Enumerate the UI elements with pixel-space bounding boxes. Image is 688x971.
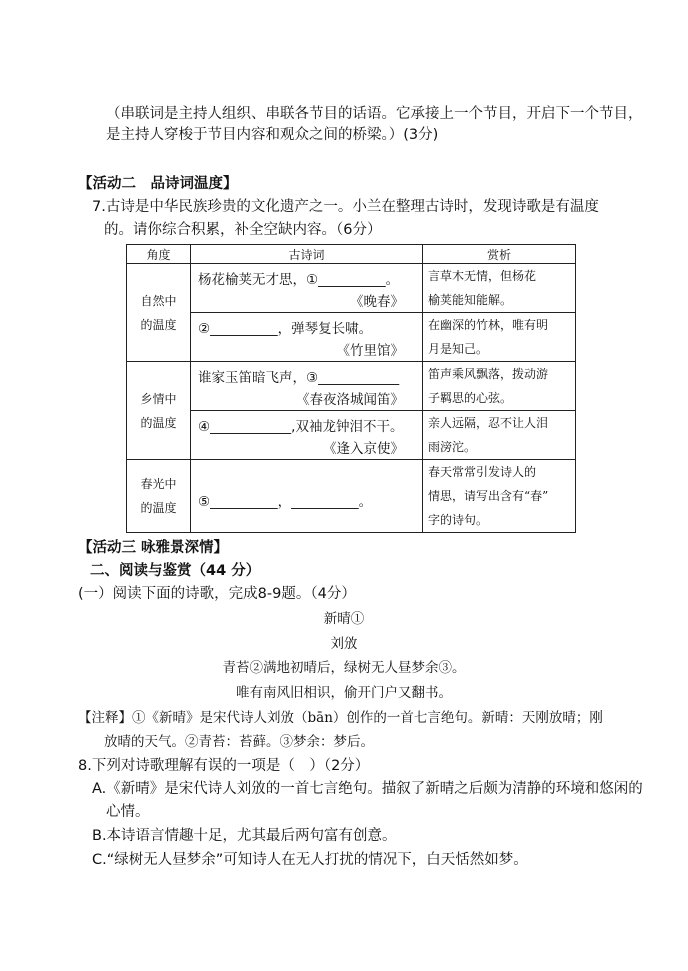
table-row [127, 362, 576, 411]
poem-cell [191, 264, 423, 313]
appreciation-cell [423, 411, 576, 460]
part-1-instruction: (一）阅读下面的诗歌，完成8-9题。（4分） [78, 586, 356, 602]
appreciation-line: 笛声乘风飘落，拨动游 [428, 367, 549, 381]
activity-3-heading: 【活动三 咏雅景深情】 [78, 540, 229, 556]
question-7-line-1: 7.古诗是中华民族珍贵的文化遗产之一。小兰在整理古诗时，发现诗歌是有温度 [92, 199, 599, 215]
angle-label: 的温度 [140, 317, 177, 332]
intro-line-2: 是主持人穿梭于节目内容和观众之间的桥梁。）(3分) [106, 127, 439, 143]
section-2-heading: 二、阅读与鉴赏（44 分） [90, 563, 261, 579]
intro-line-1: （串联词是主持人组织、串联各节目的话语。它承接上一个节目，开启下一个节目， [106, 106, 643, 122]
angle-label: 的温度 [140, 415, 177, 430]
table-row [127, 411, 576, 460]
question-8-stem: 8.下列对诗歌理解有误的一项是（ ）（2分） [78, 758, 370, 774]
appreciation-cell [423, 362, 576, 411]
poem-line[interactable]: ⑤__________，__________。 [198, 494, 373, 510]
poem-source: 《竹里馆》 [336, 342, 405, 359]
header-appreciation: 赏析 [423, 245, 576, 264]
appreciation-line: 雨滂沱。 [428, 440, 477, 454]
angle-label: 的温度 [140, 501, 177, 515]
table-row [127, 460, 576, 533]
poem-line[interactable]: ②__________，弹琴复长啸。 [198, 320, 373, 337]
appreciation-line: 言草木无情，但杨花 [428, 269, 537, 283]
option-a-line-1[interactable]: A.《新晴》是宋代诗人刘攽的一首七言绝句。描叙了新晴之后颇为清静的环境和悠闲的 [92, 781, 643, 797]
poem-source: 《春夜洛城闻笛》 [296, 391, 405, 408]
annotation-line-2: 放晴的天气。②青苔：苔藓。③梦余：梦后。 [104, 734, 374, 750]
question-7-line-2: 的。请你综合积累，补全空缺内容。（6分） [104, 222, 382, 238]
appreciation-line: 榆荚能知能解。 [428, 293, 513, 307]
appreciation-line: 字的诗句。 [428, 513, 489, 527]
angle-cell [127, 362, 191, 460]
annotation-line-1: 【注释】①《新晴》是宋代诗人刘攽（bān）创作的一首七言绝句。新晴：天刚放晴；刚 [78, 710, 603, 726]
poem-source: 《逢入京使》 [323, 440, 405, 457]
poem-line-2: 唯有南风旧相识，偷开门户又翻书。 [236, 685, 452, 701]
appreciation-line: 在幽深的竹林，唯有明 [428, 318, 549, 332]
poem-cell [191, 362, 423, 411]
poem-source: 《晚春》 [350, 293, 405, 310]
appreciation-line: 子羁思的心弦。 [428, 391, 513, 405]
table-row [127, 264, 576, 313]
poem-cell [191, 460, 423, 533]
appreciation-cell [423, 313, 576, 362]
appreciation-cell [423, 264, 576, 313]
poem-temperature-table [126, 244, 576, 533]
table-row [127, 313, 576, 362]
poem-line[interactable]: ④____________,双袖龙钟泪不干。 [198, 418, 404, 435]
appreciation-cell [423, 460, 576, 533]
poem-cell [191, 411, 423, 460]
angle-cell [127, 460, 191, 533]
appreciation-line: 亲人远隔，忍不让人泪 [428, 416, 549, 430]
angle-label: 自然中 [140, 293, 177, 308]
poem-line[interactable]: 谁家玉笛暗飞声，③____________ [198, 369, 400, 386]
poem-line-1: 青苔②满地初晴后，绿树无人昼梦余③。 [222, 660, 466, 676]
header-angle: 角度 [127, 245, 191, 264]
table-header-row [127, 245, 576, 264]
poem-line[interactable]: 杨花榆荚无才思，①__________。 [198, 271, 400, 288]
poem-title: 新晴① [323, 611, 365, 627]
option-a-line-2: 心情。 [106, 804, 150, 820]
angle-label: 乡情中 [140, 391, 177, 406]
appreciation-line: 春天常常引发诗人的 [428, 465, 537, 479]
header-poem: 古诗词 [191, 245, 423, 264]
activity-2-heading: 【活动二 品诗词温度】 [78, 176, 238, 192]
option-c[interactable]: C.“绿树无人昼梦余”可知诗人在无人打扰的情况下，白天恬然如梦。 [92, 852, 528, 868]
poem-author: 刘攽 [330, 636, 358, 652]
angle-label: 春光中 [140, 477, 177, 491]
poem-cell [191, 313, 423, 362]
appreciation-line: 月是知己。 [428, 342, 489, 356]
appreciation-line: 情思，请写出含有“春” [428, 489, 549, 503]
angle-cell [127, 264, 191, 362]
option-b[interactable]: B.本诗语言情趣十足，尤其最后两句富有创意。 [92, 828, 397, 844]
